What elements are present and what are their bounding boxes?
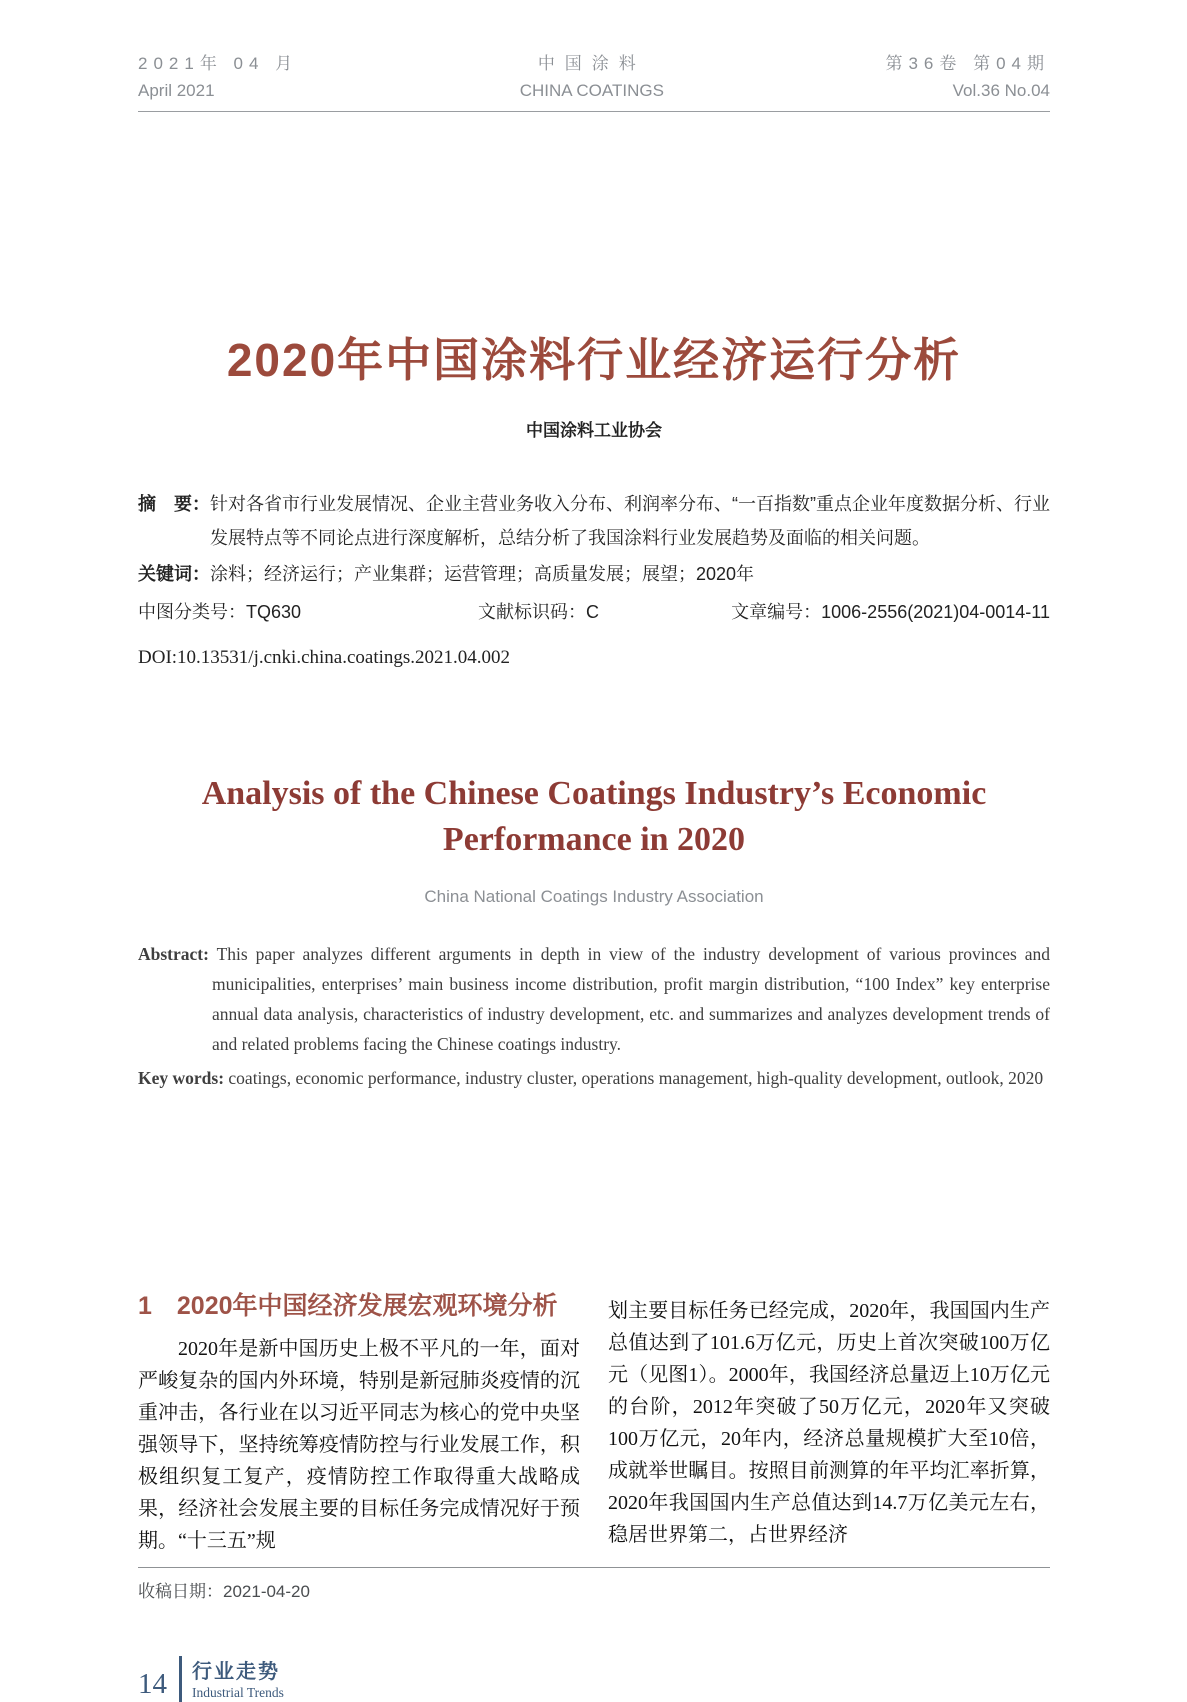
body-column-left xyxy=(138,1289,580,1557)
footer-column-en: Industrial Trends xyxy=(192,1685,284,1700)
header-date-cn: 2021年 04 月 xyxy=(138,54,299,73)
footer-divider-bar xyxy=(179,1656,182,1702)
journal-name-cn: 中国涂料 xyxy=(537,54,646,73)
body-column-right xyxy=(608,1289,1050,1557)
volume-en: Vol.36 No.04 xyxy=(952,81,1050,100)
keywords-cn xyxy=(138,557,1050,591)
clc-number: 中图分类号：TQ630 xyxy=(138,602,302,622)
english-meta-block xyxy=(138,939,1050,1093)
keywords-label-en: Key words: xyxy=(138,1068,225,1088)
volume-cn: 第36卷 第04期 xyxy=(885,54,1050,73)
journal-name-en: CHINA COATINGS xyxy=(519,81,664,100)
header-journal-name xyxy=(520,50,664,104)
article-author-en: China National Coatings Industry Association xyxy=(424,887,764,906)
abstract-en xyxy=(138,939,1050,1059)
keywords-text-cn: 涂料；经济运行；产业集群；运营管理；高质量发展；展望；2020年 xyxy=(210,564,755,584)
page-footer xyxy=(138,1656,1050,1702)
abstract-label-cn: 摘 要： xyxy=(138,494,211,514)
article-author-cn: 中国涂料工业协会 xyxy=(526,421,662,440)
footer-column-title xyxy=(192,1660,284,1702)
document-code: 文献标识码：C xyxy=(478,602,599,622)
abstract-label-en: Abstract: xyxy=(138,944,209,964)
keywords-en xyxy=(138,1063,1050,1093)
abstract-text-cn: 针对各省市行业发展情况、企业主营业务收入分布、利润率分布、“一百指数”重点企业年度数据分析、行业发展特点等不同论点进行深度解析，总结分析了我国涂料行业发展趋势及面临的相关问题。 xyxy=(210,494,1051,548)
received-date-note: 收稿日期：2021-04-20 xyxy=(138,1567,1050,1602)
chinese-meta-block xyxy=(138,487,1050,675)
journal-header xyxy=(138,0,1050,112)
keywords-label-cn: 关键词： xyxy=(138,564,210,584)
section-1-heading: 1 2020年中国经济发展宏观环境分析 xyxy=(138,1292,558,1320)
body-paragraph-right: 划主要目标任务已经完成，2020年，我国国内生产总值达到了101.6万亿元，历史上首次突破100万亿元（见图1）。2000年，我国经济总量迈上10万亿元的台阶，2012年突破了50万亿元，2020年又突破100万亿元，20年内，经济总量规模扩大至10倍，成就举世瞩目。按照目前测算的年平均汇率折算，2020年我国国内生产总值达到14.7万亿美元左右，稳居世界第二，占世界经济 xyxy=(608,1300,1050,1546)
body-paragraph-left: 2020年是新中国历史上极不平凡的一年，面对严峻复杂的国内外环境，特别是新冠肺炎疫情的沉重冲击，各行业在以习近平同志为核心的党中央坚强领导下，坚持统筹疫情防控与行业发展工作，积极组织复工复产，疫情防控工作取得重大战略成果，经济社会发展主要的目标任务完成情况好于预期。“十三五”规 xyxy=(138,1338,580,1552)
article-title-en: Analysis of the Chinese Coatings Industry’s Economic Performance in 2020 xyxy=(201,775,987,858)
abstract-cn xyxy=(138,487,1050,555)
footer-column-cn: 行业走势 xyxy=(192,1661,280,1683)
page-number: 14 xyxy=(138,1668,167,1700)
article-id: 文章编号：1006-2556(2021)04-0014-11 xyxy=(731,602,1050,622)
doi: DOI:10.13531/j.cnki.china.coatings.2021.04.002 xyxy=(138,647,511,668)
body-columns xyxy=(138,1289,1050,1557)
header-date-en: April 2021 xyxy=(138,81,215,100)
header-issue-date xyxy=(138,50,298,104)
article-title-cn: 2020年中国涂料行业经济运行分析 xyxy=(226,334,962,386)
keywords-text-en: coatings, economic performance, industry cluster, operations management, high-quality development, outlook, 2020 xyxy=(228,1068,1044,1088)
classification-row xyxy=(138,595,1050,629)
abstract-text-en: This paper analyzes different arguments in depth in view of the industry development of various provinces and municipalities, enterprises’ main business income distribution, profit margin distribution, “100 Index” key enterprise annual data analysis, characteristics of industry development, etc. and summarizes and analyzes development trends of and related problems facing the Chinese coatings industry. xyxy=(212,944,1050,1054)
header-volume-info xyxy=(885,50,1050,104)
